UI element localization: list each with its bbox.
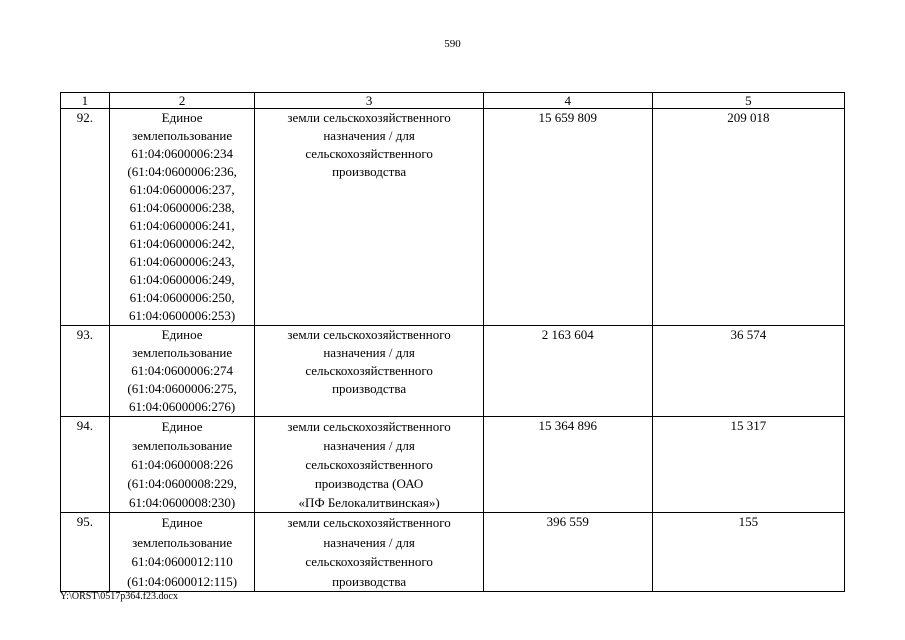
table-row: [61, 513, 845, 592]
object-cell-line: 61:04:0600006:253): [129, 308, 236, 323]
category-cell-line: производства: [332, 573, 407, 589]
page-number: 590: [444, 38, 461, 50]
column-header: 3: [255, 93, 483, 109]
object-cell-line: Единое: [161, 515, 203, 530]
column-header: 1: [61, 93, 110, 109]
category-cell: [255, 326, 483, 417]
category-cell-line: производства: [332, 164, 407, 179]
object-cell-line: 61:04:0600006:238,: [129, 200, 235, 215]
object-cell-line: землепользование: [132, 345, 233, 360]
category-cell-line: производства (ОАО: [314, 476, 424, 491]
category-cell-line: назначения / для: [323, 345, 415, 360]
object-cell: [109, 326, 255, 417]
object-cell-line: Единое: [161, 110, 203, 125]
row-number-cell: 92.: [61, 109, 110, 326]
object-cell-line: 61:04:0600006:241,: [129, 218, 235, 233]
category-cell: [255, 109, 483, 326]
object-cell-line: 61:04:0600008:226: [131, 457, 234, 472]
object-cell: [109, 109, 255, 326]
table-row: [61, 326, 845, 417]
object-cell-line: 61:04:0600006:242,: [129, 236, 235, 251]
object-cell-line: (61:04:0600008:229,: [127, 476, 237, 491]
land-table: [60, 92, 845, 592]
category-cell-line: назначения / для: [323, 128, 415, 143]
category-cell-line: сельскохозяйственного: [305, 457, 433, 472]
category-cell-line: назначения / для: [323, 534, 415, 550]
category-cell-line: «ПФ Белокалитвинская»): [298, 495, 440, 510]
category-cell-line: земли сельскохозяйственного: [287, 327, 451, 342]
category-cell: [255, 513, 483, 592]
table-row: [61, 109, 845, 326]
file-path-footer: Y:\ORST\0517p364.f23.docx: [60, 591, 178, 602]
object-cell-line: 61:04:0600006:237,: [129, 182, 235, 197]
object-cell-line: 61:04:0600008:230): [129, 495, 236, 510]
value-col5-cell: 15 317: [652, 417, 844, 513]
table-header-row: [61, 93, 845, 109]
object-cell-line: Единое: [161, 327, 203, 342]
category-cell-line: земли сельскохозяйственного: [287, 110, 451, 125]
column-header: 5: [652, 93, 844, 109]
object-cell: [109, 417, 255, 513]
row-number-cell: 95.: [61, 513, 110, 592]
object-cell-line: (61:04:0600006:236,: [127, 164, 237, 179]
value-col5-cell: 36 574: [652, 326, 844, 417]
value-col4-cell: 396 559: [483, 513, 652, 592]
object-cell-line: 61:04:0600006:276): [129, 399, 236, 414]
object-cell-line: 61:04:0600006:250,: [129, 290, 235, 305]
object-cell-line: (61:04:0600006:275,: [127, 381, 237, 396]
object-cell-line: 61:04:0600006:243,: [129, 254, 235, 269]
value-col4-cell: 2 163 604: [483, 326, 652, 417]
object-cell-line: 61:04:0600006:234: [131, 146, 234, 161]
row-number-cell: 93.: [61, 326, 110, 417]
table-row: [61, 417, 845, 513]
column-header: 2: [109, 93, 255, 109]
object-cell: [109, 513, 255, 592]
value-col4-cell: 15 659 809: [483, 109, 652, 326]
value-col5-cell: 155: [652, 513, 844, 592]
category-cell-line: сельскохозяйственного: [305, 363, 433, 378]
category-cell-line: земли сельскохозяйственного: [287, 515, 451, 530]
object-cell-line: 61:04:0600012:110: [131, 554, 233, 569]
row-number-cell: 94.: [61, 417, 110, 513]
column-header: 4: [483, 93, 652, 109]
value-col4-cell: 15 364 896: [483, 417, 652, 513]
object-cell-line: (61:04:0600012:115): [127, 573, 238, 589]
object-cell-line: 61:04:0600006:249,: [129, 272, 235, 287]
object-cell-line: землепользование: [132, 534, 233, 550]
category-cell-line: назначения / для: [323, 438, 415, 453]
object-cell-line: Единое: [161, 419, 203, 434]
value-col5-cell: 209 018: [652, 109, 844, 326]
category-cell-line: сельскохозяйственного: [305, 146, 433, 161]
category-cell: [255, 417, 483, 513]
object-cell-line: землепользование: [132, 438, 233, 453]
category-cell-line: сельскохозяйственного: [305, 554, 433, 569]
object-cell-line: землепользование: [132, 128, 233, 143]
category-cell-line: производства: [332, 381, 407, 396]
category-cell-line: земли сельскохозяйственного: [287, 419, 451, 434]
object-cell-line: 61:04:0600006:274: [131, 363, 234, 378]
